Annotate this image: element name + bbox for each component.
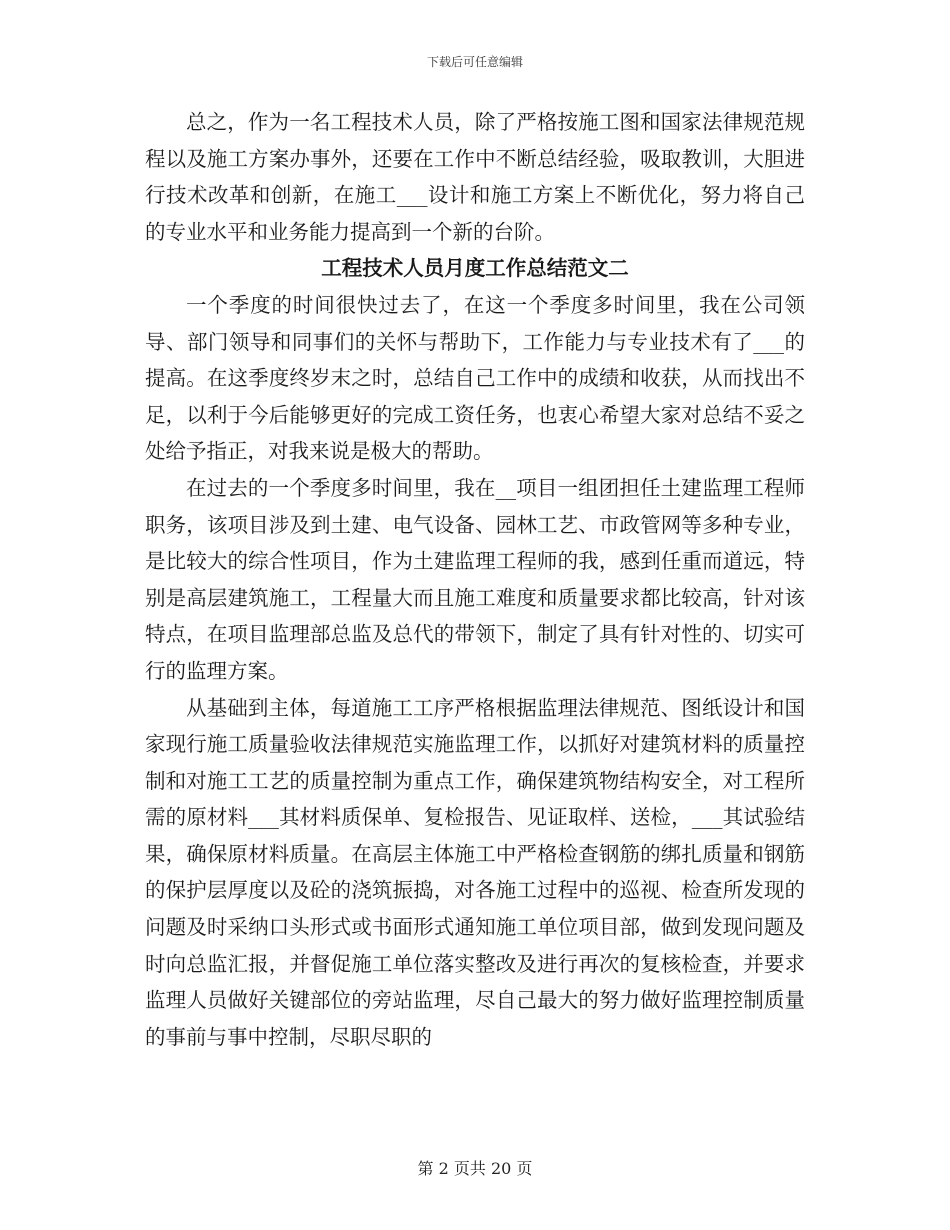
page-footer: 第 2 页共 20 页	[417, 1159, 533, 1178]
paragraph: 在过去的一个季度多时间里，我在__项目一组团担任土建监理工程师职务，该项目涉及到土建、电气设备、园林工艺、市政管网等多种专业，是比较大的综合性项目，作为土建监理工程师的我，感到任重而道远，特别是高层建筑施工，工程量大而且施工难度和质量要求都比较高，针对该特点，在项目监理部总监及总代的带领下，制定了具有针对性的、切实可行的监理方案。	[145, 475, 805, 683]
paragraph: 总之，作为一名工程技术人员，除了严格按施工图和国家法律规范规程以及施工方案办事外，还要在工作中不断总结经验，吸取教训，大胆进行技术改革和创新，在施工___设计和施工方案上不断优化，努力将自己的专业水平和业务能力提高到一个新的台阶。	[145, 110, 805, 244]
section-title: 工程技术人员月度工作总结范文二	[321, 256, 629, 281]
paragraph: 一个季度的时间很快过去了，在这一个季度多时间里，我在公司领导、部门领导和同事们的关怀与帮助下，工作能力与专业技术有了___的提高。在这季度终岁末之时，总结自己工作中的成绩和收获，从而找出不足，以利于今后能够更好的完成工资任务，也衷心希望大家对总结不妥之处给予指正，对我来说是极大的帮助。	[145, 292, 805, 464]
paragraph: 从基础到主体，每道施工工序严格根据监理法律规范、图纸设计和国家现行施工质量验收法律规范实施监理工作，以抓好对建筑材料的质量控制和对施工工艺的质量控制为重点工作，确保建筑物结构安全，对工程所需的原材料___其材料质保单、复检报告、见证取样、送检，___其试验结果，确保原材料质量。在高层主体施工中严格检查钢筋的绑扎质量和钢筋的保护层厚度以及砼的浇筑振捣，对各施工过程中的巡视、检查所发现的问题及时采纳口头形式或书面形式通知施工单位项目部，做到发现问题及时向总监汇报，并督促施工单位落实整改及进行再次的复核检查，并要求监理人员做好关键部位的旁站监理，尽自己最大的努力做好监理控制质量的事前与事中控制，尽职尽职的	[145, 695, 805, 1049]
document-body	[145, 104, 805, 1055]
page-header: 下载后可任意编辑	[426, 55, 523, 69]
